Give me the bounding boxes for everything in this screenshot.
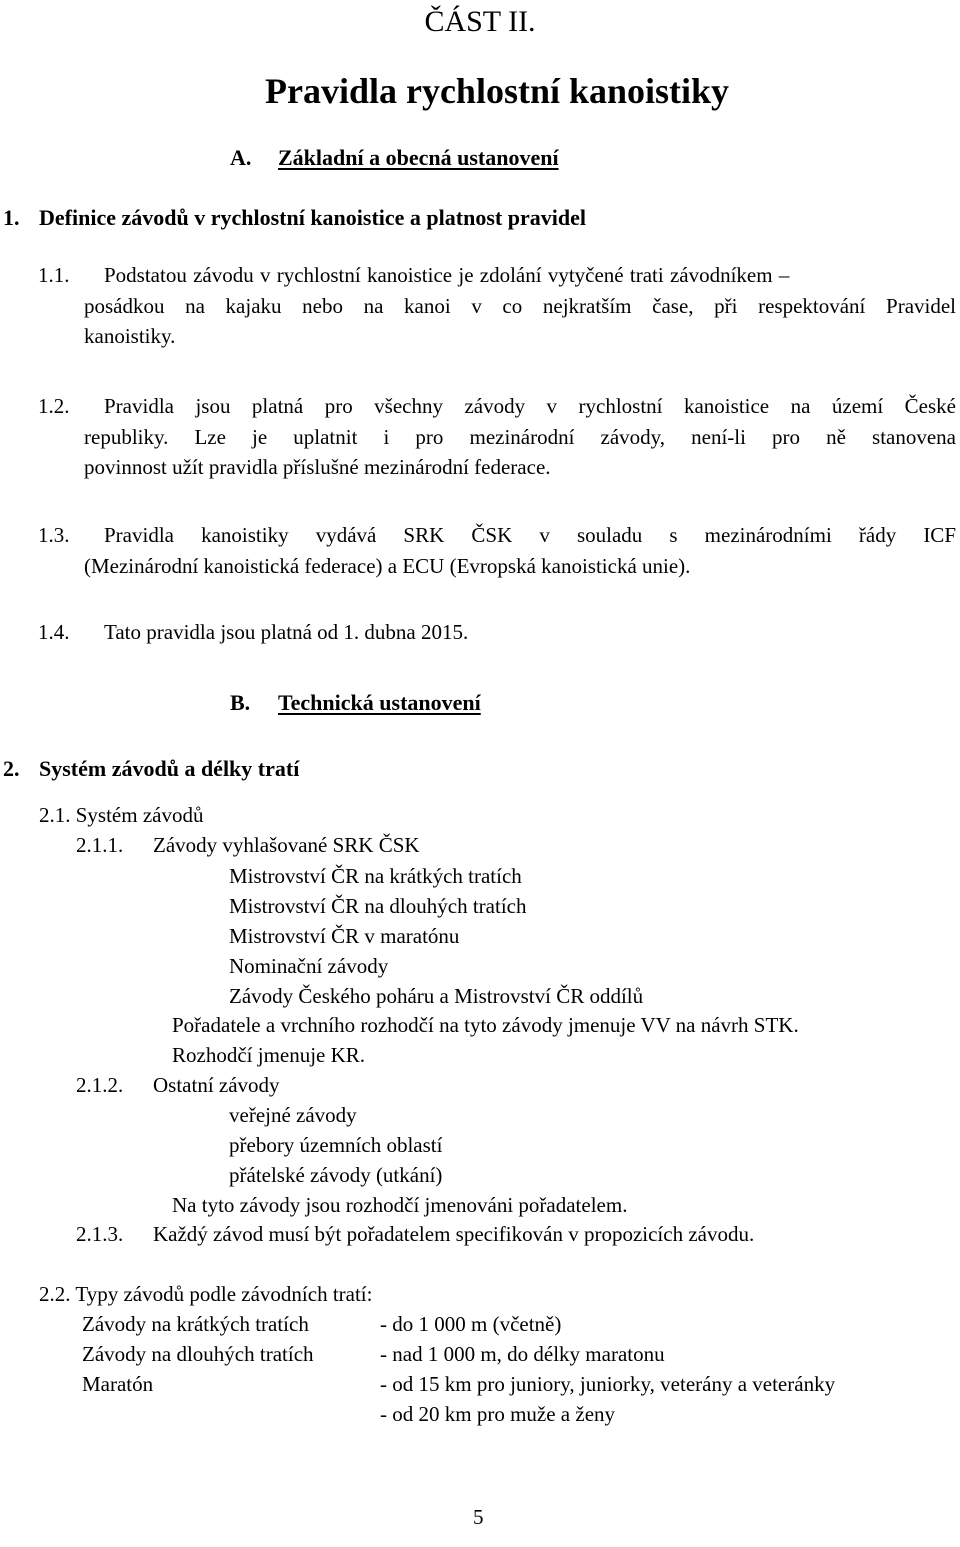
part-label: ČÁST II.	[424, 5, 536, 38]
list-item: Mistrovství ČR v maratónu	[229, 924, 460, 948]
paragraph-1-3-number: 1.3.	[38, 523, 70, 547]
subsection-2-1-1-number: 2.1.1.	[76, 833, 124, 857]
paragraph-line: Podstatou závodu v rychlostní kanoistice je zdolání vytyčené trati závodníkem –	[104, 263, 790, 287]
heading-1-number: 1.	[3, 205, 20, 230]
paragraph-line: republiky. Lze je uplatnit i pro mezinárodní závody, není-li pro ně stanovena	[84, 425, 956, 449]
subsection-2-1-2-title: Ostatní závody	[153, 1073, 280, 1097]
page-number: 5	[473, 1505, 484, 1529]
track-type: Závody na krátkých tratích	[82, 1312, 309, 1336]
track-range: - od 20 km pro muže a ženy	[380, 1402, 616, 1426]
list-item: Mistrovství ČR na dlouhých tratích	[229, 894, 527, 918]
subsection-2-1-3-number: 2.1.3.	[76, 1222, 124, 1246]
section-b-letter: B.	[230, 690, 251, 715]
subsection-2-1: 2.1. Systém závodů	[39, 803, 204, 827]
track-type: Maratón	[82, 1372, 154, 1396]
paragraph-line: posádkou na kajaku nebo na kanoi v co nejkratším čase, při respektování Pravidel	[84, 294, 956, 318]
paragraph-line: Pravidla jsou platná pro všechny závody v rychlostní kanoistice na území České	[104, 394, 956, 418]
list-item: přebory územních oblastí	[229, 1133, 443, 1157]
paragraph-line: (Mezinárodní kanoistická federace) a ECU (Evropská kanoistická unie).	[84, 554, 691, 578]
page-title: Pravidla rychlostní kanoistiky	[264, 71, 730, 111]
paragraph-line: Pravidla kanoistiky vydává SRK ČSK v souladu s mezinárodními řády ICF	[104, 523, 956, 547]
paragraph-1-2-number: 1.2.	[38, 394, 70, 418]
paragraph-1-4-text: Tato pravidla jsou platná od 1. dubna 2015.	[104, 620, 469, 644]
section-a-title: Základní a obecná ustanovení	[278, 145, 559, 170]
list-item: veřejné závody	[229, 1103, 357, 1127]
section-a-letter: A.	[230, 145, 252, 170]
track-type: Závody na dlouhých tratích	[82, 1342, 314, 1366]
subsection-2-1-1-title: Závody vyhlašované SRK ČSK	[153, 833, 420, 857]
track-range: - od 15 km pro juniory, juniorky, veterány a veteránky	[380, 1372, 836, 1396]
list-item: Mistrovství ČR na krátkých tratích	[229, 864, 522, 888]
track-range: - nad 1 000 m, do délky maratonu	[380, 1342, 665, 1366]
note-line: Pořadatele a vrchního rozhodčí na tyto závody jmenuje VV na návrh STK.	[172, 1013, 799, 1037]
paragraph-1-4-number: 1.4.	[38, 620, 70, 644]
list-item: přátelské závody (utkání)	[229, 1163, 443, 1187]
paragraph-line: kanoistiky.	[84, 324, 176, 348]
subsection-2-2: 2.2. Typy závodů podle závodních tratí:	[39, 1282, 373, 1306]
paragraph-1-1-number: 1.1.	[38, 263, 70, 287]
subsection-2-1-3-text: Každý závod musí být pořadatelem specifikován v propozicích závodu.	[153, 1222, 755, 1246]
heading-1-title: Definice závodů v rychlostní kanoistice a platnost pravidel	[39, 205, 586, 230]
heading-2-title: Systém závodů a délky tratí	[39, 756, 300, 781]
track-range: - do 1 000 m (včetně)	[380, 1312, 562, 1336]
list-item: Závody Českého poháru a Mistrovství ČR oddílů	[229, 984, 644, 1008]
section-b-title: Technická ustanovení	[278, 690, 481, 715]
list-item: Nominační závody	[229, 954, 389, 978]
note-line: Na tyto závody jsou rozhodčí jmenováni pořadatelem.	[172, 1193, 628, 1217]
note-line: Rozhodčí jmenuje KR.	[172, 1043, 366, 1067]
paragraph-line: povinnost užít pravidla příslušné mezinárodní federace.	[84, 455, 551, 479]
subsection-2-1-2-number: 2.1.2.	[76, 1073, 124, 1097]
heading-2-number: 2.	[3, 756, 20, 781]
